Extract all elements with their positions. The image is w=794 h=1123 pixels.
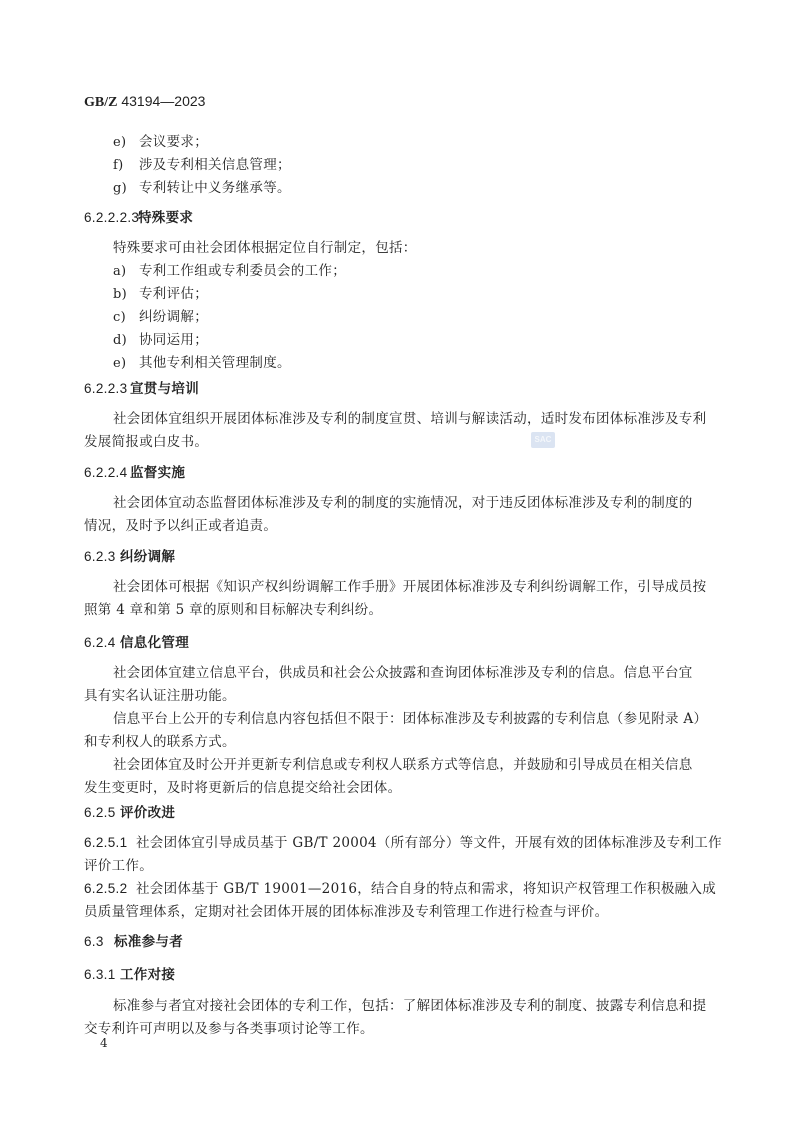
- paragraph-line: 社会团体可根据《知识产权纠纷调解工作手册》开展团体标准涉及专利纠纷调解工作，引导成员按: [113, 579, 707, 595]
- item-label: a): [113, 264, 127, 279]
- paragraph-line: 信息平台上公开的专利信息内容包括但不限于：团体标准涉及专利披露的专利信息（参见附录 A）: [113, 711, 708, 727]
- section-heading: [84, 545, 175, 565]
- item-text: 协同运用；: [139, 332, 208, 348]
- list-item: [113, 305, 208, 325]
- sac-watermark: SAC: [531, 432, 555, 448]
- section-number: 6.2.2.4: [84, 465, 128, 480]
- item-label: c): [113, 310, 126, 325]
- section-number: 6.2.2.2.3: [84, 210, 140, 225]
- section-heading: [84, 377, 199, 397]
- paragraph-line: 社会团体宜建立信息平台，供成员和社会公众披露和查询团体标准涉及专利的信息。信息平台宜: [113, 665, 693, 681]
- section-heading: [84, 963, 175, 983]
- section-title: 评价改进: [120, 805, 176, 820]
- paragraph-line: 情况，及时予以纠正或者追责。: [84, 518, 278, 534]
- paragraph-line: 照第 4 章和第 5 章的原则和目标解决专利纠纷。: [84, 602, 383, 618]
- item-text: 专利评估；: [139, 286, 208, 302]
- paragraph-line: 社会团体宜动态监督团体标准涉及专利的制度的实施情况，对于违反团体标准涉及专利的制度的: [113, 495, 693, 511]
- clause-line: [84, 831, 722, 851]
- paragraph-line: 发展简报或白皮书。: [84, 434, 209, 450]
- item-label: e): [113, 135, 127, 150]
- item-text: 纠纷调解；: [139, 309, 208, 325]
- paragraph-line: 交专利许可声明以及参与各类事项讨论等工作。: [84, 1021, 374, 1037]
- item-text: 专利转让中义务继承等。: [139, 180, 291, 196]
- section-title: 监督实施: [130, 465, 186, 480]
- section-heading: [84, 930, 183, 950]
- section-title: 特殊要求: [138, 210, 194, 225]
- section-title: 工作对接: [120, 967, 176, 982]
- paragraph-line: 发生变更时，及时将更新后的信息提交给社会团体。: [84, 780, 402, 796]
- page-number: 4: [100, 1036, 108, 1050]
- doc-prefix: GB/Z: [84, 95, 118, 110]
- paragraph-line: 和专利权人的联系方式。: [84, 734, 236, 750]
- section-number: 6.2.3: [84, 549, 116, 564]
- section-number: 6.2.4: [84, 635, 116, 650]
- section-number: 6.3: [84, 934, 104, 949]
- section-title: 信息化管理: [120, 635, 189, 650]
- paragraph-line: 评价工作。: [84, 858, 153, 874]
- paragraph-line: 社会团体宜及时公开并更新专利信息或专利权人联系方式等信息，并鼓励和引导成员在相关信息: [113, 757, 693, 773]
- section-title: 宣贯与培训: [130, 381, 199, 396]
- list-item: [113, 130, 208, 150]
- item-text: 涉及专利相关信息管理；: [139, 157, 291, 173]
- list-item: [113, 351, 291, 371]
- item-text: 会议要求；: [139, 134, 208, 150]
- section-number: 6.3.1: [84, 967, 116, 982]
- list-item: [113, 259, 346, 279]
- list-item: [113, 176, 291, 196]
- section-title: 标准参与者: [114, 934, 183, 949]
- list-item: [113, 153, 291, 173]
- paragraph-line: 标准参与者宜对接社会团体的专利工作，包括：了解团体标准涉及专利的制度、披露专利信息和提: [113, 998, 707, 1014]
- item-text: 专利工作组或专利委员会的工作；: [139, 263, 346, 279]
- document-header: [84, 93, 205, 111]
- item-label: f): [113, 158, 124, 173]
- section-heading: [84, 206, 193, 226]
- section-heading: [84, 461, 185, 481]
- doc-number: 43194—2023: [121, 93, 206, 109]
- section-number: 6.2.2.3: [84, 381, 128, 396]
- section-heading: [84, 801, 175, 821]
- item-text: 其他专利相关管理制度。: [139, 355, 291, 371]
- paragraph-line: 具有实名认证注册功能。: [84, 688, 236, 704]
- paragraph: 特殊要求可由社会团体根据定位自行制定，包括：: [113, 240, 417, 256]
- clause-text: 社会团体基于 GB/T 19001—2016，结合自身的特点和需求，将知识产权管理工作积极融入成: [136, 881, 717, 897]
- item-label: b): [113, 287, 127, 302]
- clause-number: 6.2.5.1: [84, 835, 128, 850]
- item-label: g): [113, 181, 127, 196]
- paragraph-line: 员质量管理体系，定期对社会团体开展的团体标准涉及专利管理工作进行检查与评价。: [84, 904, 609, 920]
- section-heading: [84, 631, 189, 651]
- item-label: e): [113, 356, 127, 371]
- item-label: d): [113, 333, 127, 348]
- list-item: [113, 282, 208, 302]
- clause-text: 社会团体宜引导成员基于 GB/T 20004（所有部分）等文件，开展有效的团体标准涉及专利工作: [136, 835, 722, 851]
- paragraph-line: 社会团体宜组织开展团体标准涉及专利的制度宣贯、培训与解读活动，适时发布团体标准涉及专利: [113, 411, 707, 427]
- clause-number: 6.2.5.2: [84, 881, 128, 896]
- section-title: 纠纷调解: [120, 549, 176, 564]
- section-number: 6.2.5: [84, 805, 116, 820]
- list-item: [113, 328, 208, 348]
- clause-line: [84, 877, 716, 897]
